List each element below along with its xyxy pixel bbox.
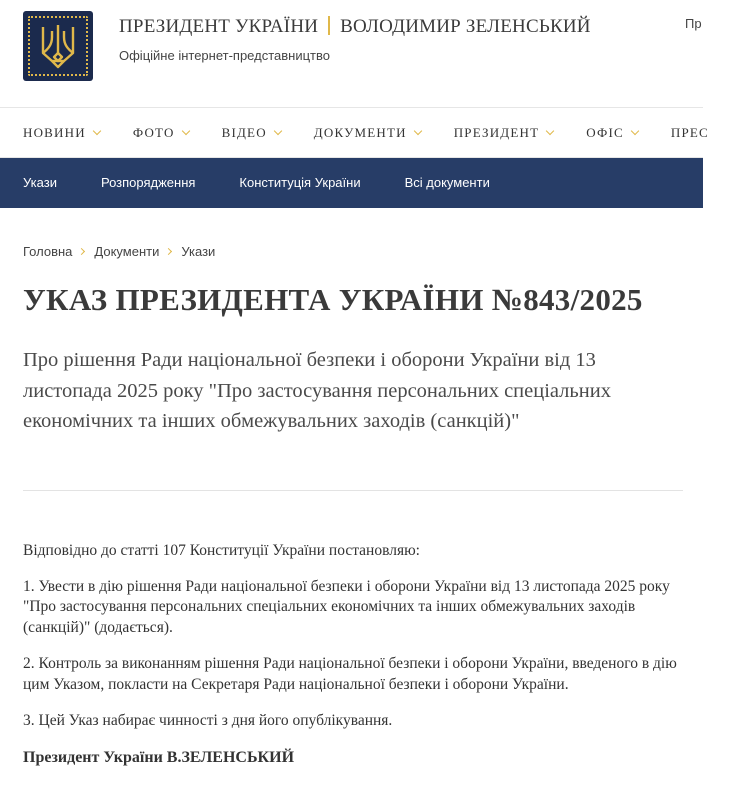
sub-nav-item-decrees[interactable]: Укази (23, 175, 57, 190)
title-separator (328, 16, 330, 35)
document-signature: Президент України В.ЗЕЛЕНСЬКИЙ (23, 748, 295, 766)
sub-nav-item-all-documents[interactable]: Всі документи (404, 175, 490, 190)
main-nav-item-president[interactable] (454, 125, 554, 141)
breadcrumb-documents[interactable]: Документи (94, 244, 160, 259)
header-link-truncated[interactable]: Пр (685, 16, 702, 31)
trident-icon (38, 23, 78, 69)
document-lead: Про рішення Ради національної безпеки і оборони України від 13 листопада 2025 року "Про застосування персональних спеціальних економічних та інших обмежувальних заходів (санкцій)" (23, 349, 611, 432)
chevron-down-icon (181, 127, 189, 135)
breadcrumb-home[interactable]: Головна (23, 244, 73, 259)
chevron-right-icon (165, 248, 172, 255)
chevron-down-icon (631, 127, 639, 135)
page-title: УКАЗ ПРЕЗИДЕНТА УКРАЇНИ №843/2025 (23, 282, 643, 317)
site-subtitle: Офіційне інтернет-представництво (119, 48, 330, 63)
site-title-name: ВОЛОДИМИР ЗЕЛЕНСЬКИЙ (340, 16, 591, 37)
main-nav-item-news[interactable] (23, 125, 100, 141)
main-nav-label: ФОТО (132, 125, 175, 140)
main-nav-label: ДОКУМЕНТИ (313, 125, 407, 140)
divider (23, 490, 683, 491)
site-header (0, 0, 703, 108)
document-paragraph-3: 3. Цей Указ набирає чинності з дня його опублікування. (23, 712, 393, 729)
site-title[interactable] (119, 16, 591, 38)
breadcrumb (23, 244, 215, 259)
chevron-down-icon (413, 127, 421, 135)
main-nav-label: ВІДЕО (221, 125, 267, 140)
chevron-right-icon (78, 248, 85, 255)
sub-nav-item-orders[interactable]: Розпорядження (100, 175, 196, 190)
main-nav (0, 108, 709, 158)
main-nav-item-documents[interactable] (314, 125, 421, 141)
main-nav-label: ОФІС (586, 125, 624, 140)
breadcrumb-decrees[interactable]: Укази (181, 244, 216, 259)
main-nav-item-video[interactable] (222, 125, 281, 141)
document-paragraph-1: 1. Увести в дію рішення Ради національної безпеки і оборони України від 13 листопада 2025 року "Про застосування персональних спеціальних економічних та інших обмежувальних заходів (санкцій)" (додається). (23, 577, 670, 636)
chevron-down-icon (546, 127, 554, 135)
main-nav-label: НОВИНИ (23, 125, 86, 140)
main-nav-item-photo[interactable] (133, 125, 189, 141)
document-body (23, 541, 683, 784)
main-nav-item-office[interactable] (586, 125, 638, 141)
sub-nav (0, 158, 703, 208)
document-paragraph-2: 2. Контроль за виконанням рішення Ради національної безпеки і оборони України, введеного в дію цим Указом, покласти на Секретаря Ради національної безпеки і оборони України. (23, 655, 677, 693)
main-nav-item-press[interactable] (671, 125, 709, 141)
main-nav-label: ПРЕЗИДЕНТ (453, 125, 540, 140)
site-title-president: ПРЕЗИДЕНТ УКРАЇНИ (119, 16, 319, 37)
chevron-down-icon (93, 127, 101, 135)
chevron-down-icon (274, 127, 282, 135)
sub-nav-item-constitution[interactable]: Конституція України (239, 175, 361, 190)
main-nav-label: ПРЕС (670, 125, 709, 140)
document-intro: Відповідно до статті 107 Конституції України постановляю: (23, 542, 420, 559)
trident-logo-icon[interactable] (23, 11, 93, 81)
